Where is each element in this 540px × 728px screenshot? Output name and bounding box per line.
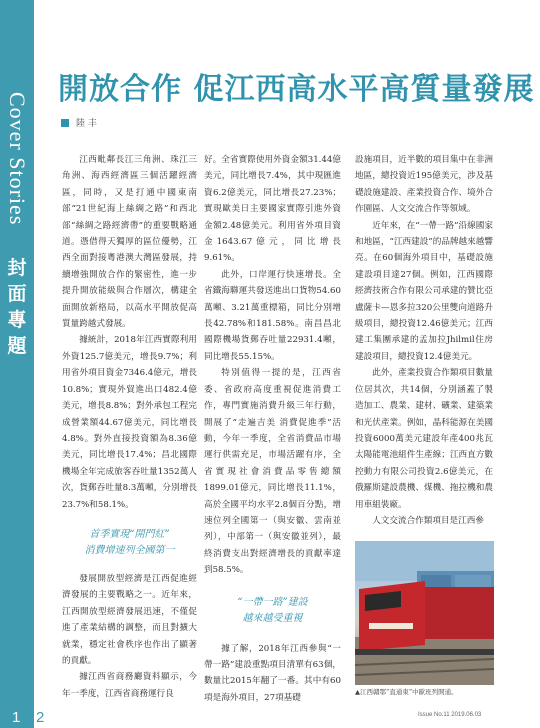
subheading-line: “一帶一路”建設 — [237, 596, 308, 608]
issue-footer: Issue No.11 2019.06.03 — [418, 712, 482, 718]
paragraph: 特別值得一提的是，江西省委、省政府高度重視促進消費工作，專門實施消費升級三年行動，開展了“走遍吉美 消費促進季”活動，今年一季度，全省消費品市場運行供需充足，市場活躍有序，全省實現社會消費品零售總額1899.01億元，同比增長11.1%，高於全國平均水平2.8個百分點，增速位列全國第一（與安徽、雲南並列），中部第一（與安徽並列），最終消費支出對經濟增長的貢獻率達到58.5%。 — [204, 368, 341, 576]
page-number-digit-2: 2 — [36, 709, 45, 726]
section-name-english: Cover Stories — [5, 92, 30, 226]
paragraph: 此外，產業投資合作類項目數量位居其次，共14個，分別涵蓋了製造加工、農業、建材、礦業、建築業和光伏產業。例如，晶科能源在美國投資6000萬美元建設年產400兆瓦太陽能電池組件生產線；江西直方數控動力有限公司投資2.6億美元，在俄羅斯建設農機、煤機、拖拉機和農用車組裝廠。 — [355, 368, 493, 510]
paragraph: 據統計，2018年江西實際利用外資125.7億美元，增長9.7%；利用省外項目資金7346.4億元，增長10.8%；實現外貿進出口482.4億美元，增長8.8%；對外承包工程完成營業額44.67億美元，同比增長4.8%。對外直接投資額為8.36億美元，同比增長17.4%；昌北國際機場全年完成旅客吞吐量1352萬人次，貨郵吞吐量8.3萬噸，分別增長23.7%和58.1%。 — [62, 335, 197, 510]
photo-caption: ▲江西贛鄂“直通東”中歐班列開通。 — [355, 688, 458, 696]
article-column-1 — [62, 152, 197, 702]
subheading-line: 越來越受重視 — [242, 612, 303, 624]
paragraph: 近年來，在“一帶一路”沿線國家和地區，“江西建設”的品牌越來越響亮。在60個海外項目中，基礎設施建設項目達27個。例如，江西國際經濟技術合作有限公司承建的贊比亞盧薩卡—恩多拉320公里雙向道路升級項目，總投資12.46億美元；江西建工集團承建的孟加拉Jhilmil住房建設項目，總投資12.4億美元。 — [355, 220, 493, 362]
article-title: 開放合作 促江西高水平高質量發展 — [58, 72, 535, 107]
paragraph: 此外，口岸運行快速增長。全省鐵海聯運共發送進出口貨物54.60萬噸、3.21萬重標箱，同比分別增長42.78%和181.58%。南昌昌北國際機場貨郵吞吐量22931.4噸，同比增長55.15%。 — [204, 269, 341, 362]
section-subheading — [204, 595, 341, 627]
paragraph: 據江西省商務廳資料顯示，今年一季度，江西省商務運行良 — [62, 672, 197, 699]
author-marker — [61, 119, 69, 127]
subheading-line: 首季實現“開門紅” — [89, 528, 170, 540]
section-name-chinese: 封 面 專 題 — [7, 257, 27, 357]
section-sidebar — [0, 0, 34, 728]
paragraph: 設施項目，近半數的項目集中在非洲地區，總投資近195億美元，涉及基礎設施建設、產業投資合作、境外合作園區、人文交流合作等領域。 — [355, 155, 493, 215]
freight-train-illustration — [355, 541, 494, 685]
page-number-digit-1: 1 — [12, 709, 21, 726]
section-subheading — [62, 527, 197, 559]
article-column-2 — [204, 152, 341, 706]
page-number — [12, 709, 20, 726]
paragraph: 發展開放型經濟是江西促進經濟發展的主要戰略之一。近年來，江西開放型經濟發展迅速，不僅促進了產業結構的調整，而且對擴大就業，穩定社會秩序也作出了顯著的貢獻。 — [62, 573, 197, 666]
paragraph: 據了解，2018年江西參與“一帶一路”建設重點項目清單有63個，數量比2015年翻了一番。其中有60項是海外項目，27項基礎 — [204, 643, 341, 703]
paragraph: 江西毗鄰長江三角洲、珠江三角洲、海西經濟區三個活躍經濟區，同時，又是打通中國東南部“21世紀海上絲綢之路”和西北部“絲綢之路經濟帶”的重要戰略通道。憑借得天獨厚的區位優勢，江西全面對接粵港澳大灣區發展，持續增強開放合作的緊密性，進一步提升開放能級與合作層次，構建全面開放新格局，以高水平開放促高質量跨越式發展。 — [62, 155, 197, 330]
paragraph: 人文交流合作類項目是江西參 — [372, 515, 484, 526]
page-number-tail — [36, 709, 44, 726]
paragraph: 好。全省實際使用外資金額31.44億美元，同比增長7.4%，其中現匯進資6.2億美元，同比增長27.23%；實現歐美日主要國家實際引進外資金額2.48億美元。利用省外項目資金1643.67億元，同比增長9.61%。 — [204, 155, 341, 264]
subheading-line: 消費增速列全國第一 — [84, 544, 175, 556]
article-author: 陸 丰 — [76, 119, 97, 129]
train-photo — [355, 541, 494, 685]
article-column-3 — [355, 152, 493, 529]
